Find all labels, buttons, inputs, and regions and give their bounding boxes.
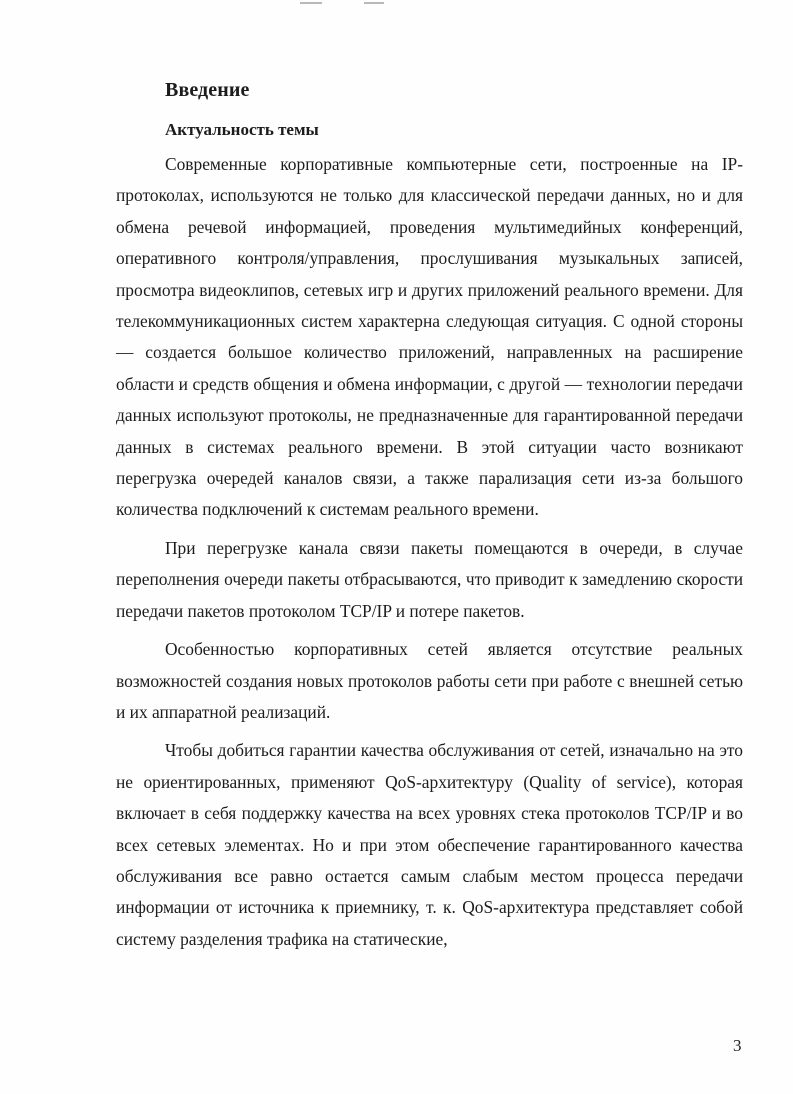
paragraph: Современные корпоративные компьютерные сети, построенные на IP-протоколах, используются не только для классической передачи данных, но и для обмена речевой информацией, проведения мультимедийных конференций, оперативного контроля/управления, прослушивания музыкальных записей, просмотра видеоклипов, сетевых игр и других приложений реального времени. Для телекоммуникационных систем характерна следующая ситуация. С одной стороны — создается большое количество приложений, направленных на расширение области и средств общения и обмена информации, с другой — технологии передачи данных используют протоколы, не предназначенные для гарантированной передачи данных в системах реального времени. В этой ситуации часто возникают перегрузка очередей каналов связи, а также парализация сети из-за большого количества подключений к системам реального времени. xyxy=(116,154,743,520)
section-title: Введение xyxy=(165,79,250,101)
paragraph: При перегрузке канала связи пакеты помещаются в очереди, в случае переполнения очереди пакеты отбрасываются, что приводит к замедлению скорости передачи пакетов протоколом TCP/IP и потере пакетов. xyxy=(116,537,743,621)
scan-artifact xyxy=(300,2,322,4)
scan-artifact xyxy=(364,2,384,4)
paragraph: Особенностью корпоративных сетей является отсутствие реальных возможностей создания новых протоколов работы сети при работе с внешней сетью и их аппаратной реализаций. xyxy=(116,639,743,722)
subsection-title: Актуальность темы xyxy=(165,120,319,139)
paragraph: Чтобы добиться гарантии качества обслуживания от сетей, изначально на это не ориентированных, применяют QoS-архитектуру (Quality of service), которая включает в себя поддержку качества на всех уровнях стека протоколов TCP/IP и во всех сетевых элементах. Но и при этом обеспечение гарантированного качества обслуживания все равно остается самым слабым местом процесса передачи информации от источника к приемнику, т. к. QoS-архитектура представляет собой систему разделения трафика на статические, xyxy=(116,740,743,949)
page-body xyxy=(116,74,743,955)
page-number: 3 xyxy=(733,1036,742,1055)
